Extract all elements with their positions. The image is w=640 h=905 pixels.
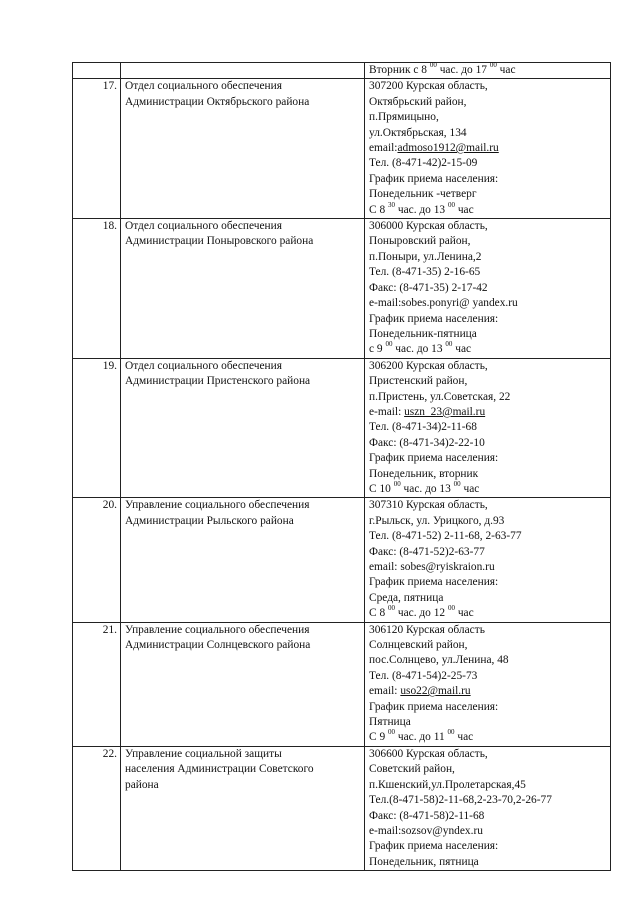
organization-name-line: Администрации Рыльского района [125,514,294,527]
contact-text: Октябрьский район, [369,95,467,108]
contact-text: п.Пристень, ул.Советская, 22 [369,390,511,403]
contact-line [369,156,607,171]
contact-text: Пятница [369,716,411,729]
contact-line [369,110,607,125]
time-minutes-superscript: 00 [445,340,453,349]
contact-text: г.Рыльск, ул. Урицкого, д.93 [369,514,505,527]
contact-line [369,855,607,870]
contact-details [365,219,611,359]
contact-line [369,436,607,451]
contact-text: Тел. (8-471-52) 2-11-68, 2-63-77 [369,530,522,543]
contact-line [369,715,607,730]
contact-line [369,187,607,202]
contact-text: п.Поныри, ул.Ленина,2 [369,250,482,263]
contact-line [369,747,607,762]
organization-name-line: Отдел социального обеспечения [125,80,282,93]
contact-line [369,250,607,265]
table-row [73,219,611,359]
contact-text: email: sobes@ryiskraion.ru [369,561,495,573]
table-row [73,79,611,219]
table-row [73,498,611,622]
contact-text: час. до 13 [400,482,454,495]
contact-details [365,498,611,622]
organization-name-line: населения Администрации Советского [125,763,314,776]
time-minutes-superscript: 00 [385,340,393,349]
contact-text: час. до 11 [395,731,448,744]
contact-line [369,234,607,249]
row-number [73,63,121,79]
contact-text: 306000 Курская область, [369,220,488,233]
contact-text: 307200 Курская область, [369,80,488,93]
time-minutes-superscript: 30 [388,200,395,209]
time-minutes-superscript: 00 [453,479,461,488]
contact-line [369,467,607,482]
time-minutes-superscript: 00 [388,604,395,613]
contact-line [369,63,607,78]
contact-line [369,126,607,141]
contact-line [369,95,607,110]
contact-text: п.Кшенский,ул.Пролетарская,45 [369,778,526,791]
contact-text: e-mail:sozsov@yndex.ru [369,824,483,837]
contact-text: Понедельник -четверг [369,188,477,201]
organization-name [121,63,365,79]
contact-line [369,296,607,311]
contact-line [369,359,607,374]
row-number: 18. [73,219,121,359]
contact-text: час [454,731,474,744]
contact-text: час. до 12 [395,607,448,620]
contact-text: час. до 13 [395,203,448,216]
contact-details [365,746,611,870]
contact-line [369,451,607,466]
contact-line [369,778,607,793]
contact-line [369,79,607,94]
contact-text: Тел. (8-471-42)2-15-09 [369,157,478,170]
organization-name-line: Администрации Солнцевского района [125,639,311,652]
email-link[interactable]: uszn_23@mail.ru [404,405,486,418]
contact-details [365,358,611,498]
contact-text: пос.Солнцево, ул.Ленина, 48 [369,654,509,667]
contact-text: 306200 Курская область, [369,359,488,372]
contact-text: e-mail:sobes.ponyri@ yandex.ru [369,297,518,310]
organization-name-line: Администрации Октябрьского района [125,95,310,108]
email-link[interactable]: admoso1912@mail.ru [397,142,499,155]
contact-text: Пристенский район, [369,375,468,388]
contact-text: email: [369,685,401,698]
contact-line [369,200,607,218]
contact-details [365,63,611,79]
contact-text: Понедельник-пятница [369,327,477,340]
organization-name [121,498,365,622]
contact-text: час. до 17 [436,64,490,76]
contact-line [369,839,607,854]
organization-name-line: Отдел социального обеспечения [125,359,282,372]
row-number: 19. [73,358,121,498]
contact-text: Вторник с 8 [369,64,430,76]
time-minutes-superscript: 00 [489,61,497,69]
contact-text: График приема населения: [369,452,499,465]
organization-name [121,219,365,359]
organization-name [121,622,365,746]
time-minutes-superscript: 00 [429,61,437,69]
time-minutes-superscript: 00 [447,200,455,209]
contact-text: час [452,343,472,356]
contact-text: Факс: (8-471-34)2-22-10 [369,436,485,449]
contact-line [369,390,607,405]
contact-text: Солнцевский район, [369,639,468,652]
contact-text: Поныровский район, [369,235,471,248]
row-number: 21. [73,622,121,746]
contact-text: Тел. (8-471-35) 2-16-65 [369,266,481,279]
contact-text: График приема населения: [369,312,499,325]
contact-text: График приема населения: [369,172,499,185]
table-row [73,63,611,79]
contact-line [369,762,607,777]
table-row [73,746,611,870]
organization-name-line: района [125,778,159,791]
organization-name-line: Отдел социального обеспечения [125,220,282,233]
contact-line [369,281,607,296]
contact-details [365,622,611,746]
row-number: 22. [73,746,121,870]
organization-name [121,79,365,219]
contact-text: 306120 Курская область [369,623,485,636]
contact-text: ул.Октябрьская, 134 [369,126,467,139]
organization-name [121,358,365,498]
contact-text: Факс: (8-471-52)2-63-77 [369,545,485,558]
contact-text: С 10 [369,482,394,495]
contact-text: час [454,607,474,620]
contact-line [369,172,607,187]
contact-line [369,560,607,575]
contact-line [369,374,607,389]
contact-line [369,793,607,808]
table-row [73,622,611,746]
time-minutes-superscript: 00 [393,479,401,488]
contact-line [369,653,607,668]
contact-text: Понедельник, вторник [369,467,479,480]
contact-line [369,327,607,342]
contact-text: Тел.(8-471-58)2-11-68,2-23-70,2-26-77 [369,794,552,807]
contact-text: п.Прямицыно, [369,111,439,124]
contact-line [369,141,607,156]
contact-line [369,420,607,435]
contact-line [369,545,607,560]
time-minutes-superscript: 00 [447,604,455,613]
contact-line [369,809,607,824]
time-minutes-superscript: 00 [388,728,395,737]
organization-name-line: Администрации Пристенского района [125,375,311,388]
contact-text: С 8 [369,607,388,620]
contact-line [369,700,607,715]
contact-line [369,730,607,745]
contact-text: email: [369,142,398,155]
contact-text: Среда, пятница [369,591,444,604]
contact-line [369,219,607,234]
contact-line [369,265,607,280]
contact-line [369,312,607,327]
contact-text: час [454,203,474,216]
contact-line [369,575,607,590]
contact-text: e-mail: [369,405,405,418]
contact-line [369,591,607,606]
organization-name-line: Управление социальной защиты [125,747,282,760]
contact-line [369,606,607,621]
contact-text: График приема населения: [369,700,499,713]
contact-text: час [460,482,480,495]
contact-text: С 9 [369,731,388,744]
organization-name-line: Администрации Поныровского района [125,235,314,248]
contact-text: Тел. (8-471-54)2-25-73 [369,669,478,682]
contact-line [369,342,607,357]
table-body [73,63,611,871]
contact-text: с 9 [369,343,386,356]
organizations-table [72,62,611,871]
email-link[interactable]: uso22@mail.ru [400,685,471,698]
organization-name-line: Управление социального обеспечения [125,623,310,636]
contact-line [369,498,607,513]
contact-line [369,824,607,839]
contact-text: Факс: (8-471-35) 2-17-42 [369,281,488,294]
contact-text: График приема населения: [369,840,499,853]
contact-text: час [496,64,516,76]
contact-line [369,623,607,638]
contact-text: Понедельник, пятница [369,855,479,868]
organization-name [121,746,365,870]
contact-text: С 8 [369,203,388,216]
contact-line [369,638,607,653]
contact-line [369,529,607,544]
contact-text: Советский район, [369,763,455,776]
contact-text: час. до 13 [392,343,446,356]
contact-line [369,479,607,497]
contact-line [369,684,607,699]
contact-text: Факс: (8-471-58)2-11-68 [369,809,485,822]
row-number: 20. [73,498,121,622]
row-number: 17. [73,79,121,219]
contact-text: 306600 Курская область, [369,747,488,760]
contact-line [369,405,607,420]
contact-line [369,514,607,529]
contact-text: 307310 Курская область, [369,499,488,512]
contact-text: Тел. (8-471-34)2-11-68 [369,421,477,434]
table-row [73,358,611,498]
contact-details [365,79,611,219]
contact-text: График приема населения: [369,576,499,589]
contact-line [369,669,607,684]
time-minutes-superscript: 00 [447,728,455,737]
organization-name-line: Управление социального обеспечения [125,499,310,512]
